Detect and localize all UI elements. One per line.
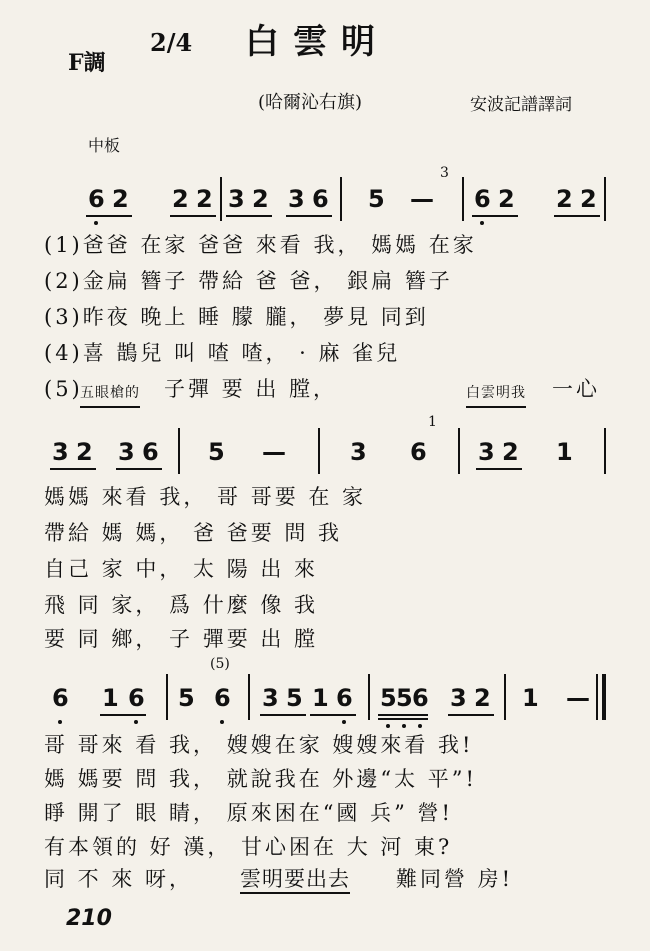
lyric-line-1-4: (4)喜 鵲兒 叫 喳 喳， · 麻 雀兒 xyxy=(44,341,401,365)
lyric-line-2-1: 媽媽 來看 我， 哥 哥要 在 家 xyxy=(44,485,367,509)
note: 6 xyxy=(312,185,329,213)
note: 1 xyxy=(102,684,119,712)
song-title: 白雲明 xyxy=(245,22,389,62)
note: 5 xyxy=(286,684,303,712)
low-octave-dot xyxy=(386,724,390,728)
note: 2 xyxy=(172,185,189,213)
grace-note: 3 xyxy=(440,165,449,181)
beam xyxy=(286,215,332,217)
note: 2 xyxy=(474,684,491,712)
final-barline xyxy=(596,674,598,720)
dash: — xyxy=(566,684,590,712)
final-barline-thick xyxy=(602,674,606,720)
beam xyxy=(448,714,494,716)
note: 2 xyxy=(112,185,129,213)
beam xyxy=(476,468,522,470)
barline xyxy=(318,428,320,474)
lyric-line-1-2: (2)金扁 簪子 帶給 爸 爸， 銀扁 簪子 xyxy=(44,269,453,293)
low-octave-dot xyxy=(134,720,138,724)
lyric-line-1-1: (1)爸爸 在家 爸爸 來看 我， 媽媽 在家 xyxy=(44,233,477,257)
low-octave-dot xyxy=(220,720,224,724)
barline xyxy=(604,428,606,474)
note: 3 xyxy=(350,438,367,466)
note: 5 xyxy=(380,684,397,712)
note: 2 xyxy=(196,185,213,213)
barline xyxy=(462,177,464,221)
note: 6 xyxy=(336,684,353,712)
note: 1 xyxy=(522,684,539,712)
note: 3 xyxy=(288,185,305,213)
note: 6 xyxy=(142,438,159,466)
beam xyxy=(100,714,146,716)
lyric-line-1-5-a: 五眼槍的 xyxy=(80,380,140,408)
note: 3 xyxy=(52,438,69,466)
note: 5 xyxy=(178,684,195,712)
beam xyxy=(378,718,428,720)
lyric-line-1-5-mid: 子彈 要 出 膛， xyxy=(164,377,338,401)
note: 2 xyxy=(556,185,573,213)
note: 6 xyxy=(52,684,69,712)
note: 5 xyxy=(208,438,225,466)
lyric-line-1-3: (3)昨夜 晚上 睡 朦 朧， 夢見 同到 xyxy=(44,305,429,329)
beam xyxy=(50,468,96,470)
beam xyxy=(378,714,428,716)
note: 3 xyxy=(478,438,495,466)
note: 6 xyxy=(88,185,105,213)
lyric-line-3-3: 睜 開了 眼 睛， 原來困在“國 兵” 營! xyxy=(44,801,453,825)
note: 2 xyxy=(580,185,597,213)
beam xyxy=(260,714,306,716)
barline xyxy=(504,674,506,720)
lyric-line-3-5-b: 雲明要出去 xyxy=(240,866,350,894)
lyric-line-2-2: 帶給 媽 媽， 爸 爸要 問 我 xyxy=(44,521,343,545)
beam xyxy=(86,215,132,217)
beam xyxy=(310,714,356,716)
note: 2 xyxy=(498,185,515,213)
barline xyxy=(604,177,606,221)
barline xyxy=(458,428,460,474)
region-note: (哈爾沁右旗) xyxy=(258,92,363,113)
lyric-line-2-5: 要 同 鄉， 子 彈要 出 膛 xyxy=(44,627,319,651)
lyric-line-3-5-a: 同 不 來 呀， xyxy=(44,867,194,891)
barline xyxy=(248,674,250,720)
low-octave-dot xyxy=(342,720,346,724)
beam xyxy=(170,215,216,217)
page-number: 210 xyxy=(66,906,112,931)
notation-row-2 xyxy=(0,414,650,468)
tempo-marking: 中板 xyxy=(88,136,121,155)
lyric-line-3-2: 媽 媽要 問 我， 就說我在 外邊“太 平”! xyxy=(44,767,477,791)
note: 1 xyxy=(312,684,329,712)
note: 2 xyxy=(502,438,519,466)
low-octave-dot xyxy=(402,724,406,728)
barline xyxy=(166,674,168,720)
beam xyxy=(116,468,162,470)
note: 2 xyxy=(76,438,93,466)
lyric-line-3-1: 哥 哥來 看 我， 嫂嫂在家 嫂嫂來看 我! xyxy=(44,733,474,757)
note: 3 xyxy=(262,684,279,712)
beam xyxy=(472,215,518,217)
low-octave-dot xyxy=(58,720,62,724)
grace-note: 1 xyxy=(428,414,437,430)
note: 6 xyxy=(474,185,491,213)
low-octave-dot xyxy=(94,221,98,225)
note: 3 xyxy=(118,438,135,466)
beam xyxy=(226,215,272,217)
note: 6 xyxy=(128,684,145,712)
note: 2 xyxy=(252,185,269,213)
time-signature: 2/4 xyxy=(150,28,193,57)
dash: — xyxy=(262,438,286,466)
note: 3 xyxy=(450,684,467,712)
barline xyxy=(220,177,222,221)
note: 6 xyxy=(410,438,427,466)
note: 3 xyxy=(228,185,245,213)
low-octave-dot xyxy=(418,724,422,728)
arranger-credit: 安波記譜譯詞 xyxy=(470,95,572,115)
dash: — xyxy=(410,185,434,213)
beam xyxy=(554,215,600,217)
lyric-line-3-4: 有本領的 好 漢， 甘心困在 大 河 東? xyxy=(44,835,453,859)
note: 6 xyxy=(412,684,429,712)
lyric-line-2-4: 飛 同 家， 爲 什麼 像 我 xyxy=(44,593,319,617)
notation-row-1 xyxy=(0,165,650,215)
repeat-mark: (5) xyxy=(210,656,230,672)
note: 5 xyxy=(368,185,385,213)
note: 6 xyxy=(214,684,231,712)
lyric-line-1-5-end: 一心 xyxy=(552,377,600,401)
lyric-line-1-5-num: (5) xyxy=(44,377,83,401)
key-signature: F調 xyxy=(68,50,106,76)
lyric-line-3-5-c: 難同營 房! xyxy=(396,867,514,891)
note: 1 xyxy=(556,438,573,466)
note: 5 xyxy=(396,684,413,712)
barline xyxy=(340,177,342,221)
low-octave-dot xyxy=(480,221,484,225)
lyric-line-2-3: 自己 家 中， 太 陽 出 來 xyxy=(44,557,319,581)
notation-row-3 xyxy=(0,682,650,714)
barline xyxy=(368,674,370,720)
lyric-line-1-5-b: 白雲明我 xyxy=(466,380,526,408)
barline xyxy=(178,428,180,474)
